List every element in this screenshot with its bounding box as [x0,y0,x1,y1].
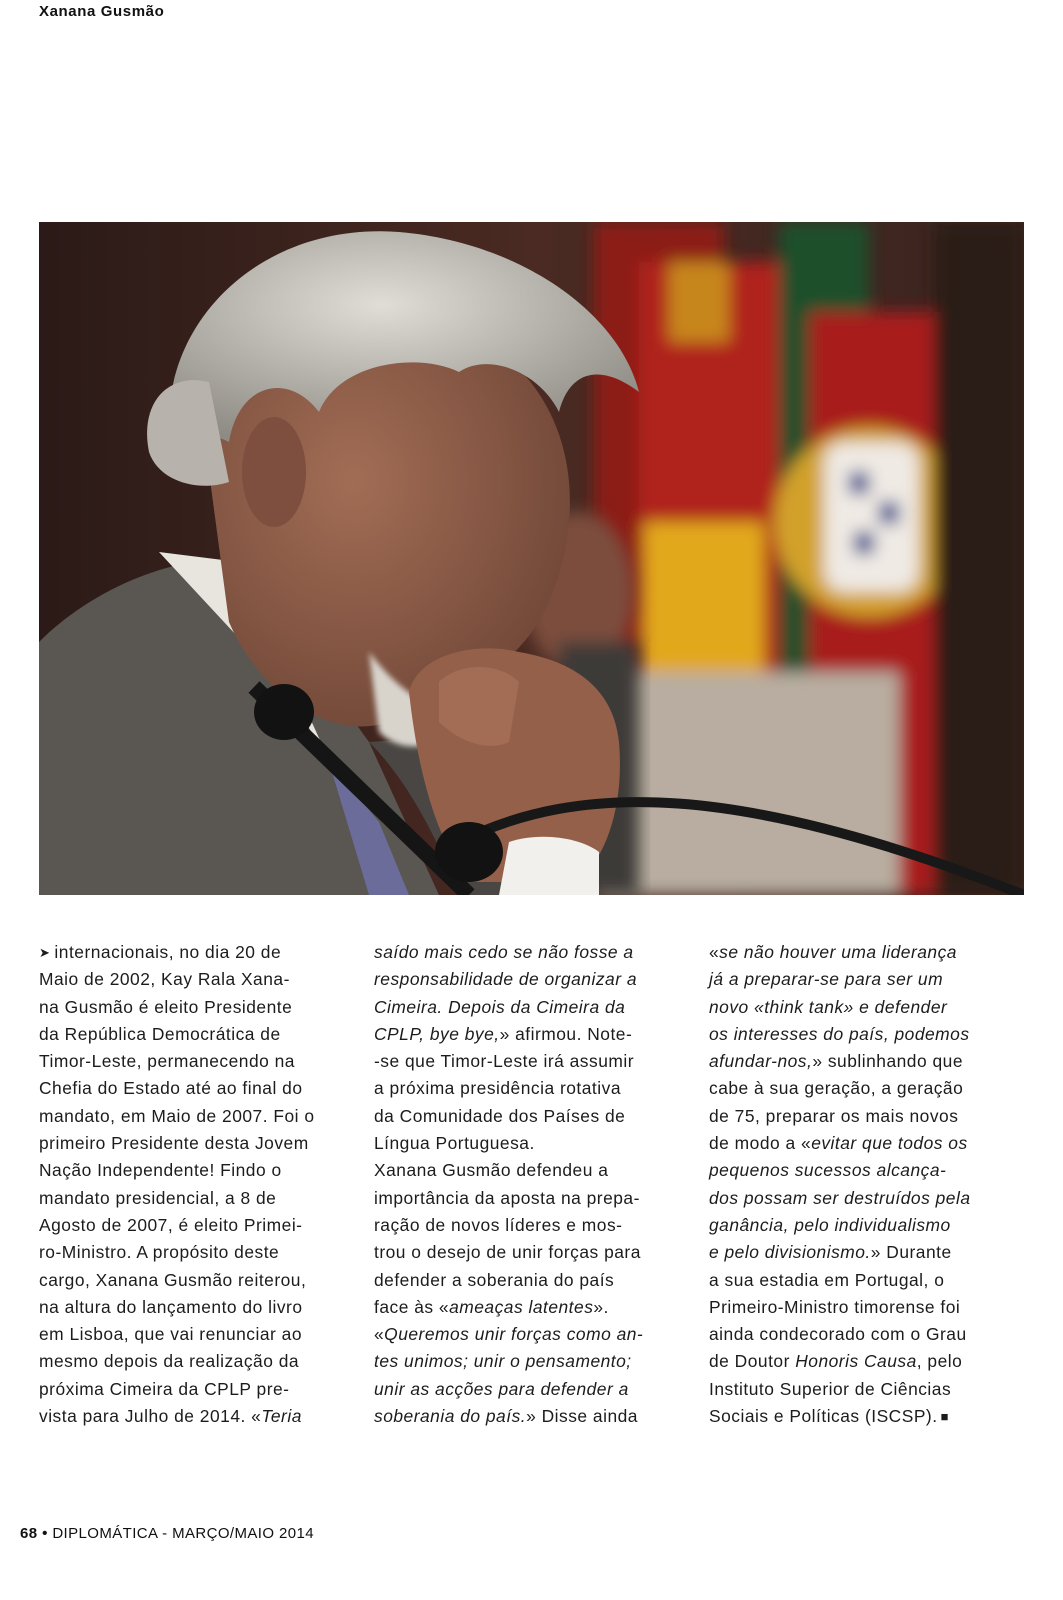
text-line [39,1239,357,1266]
text-segment: internacionais, no dia 20 de [54,942,282,962]
text-line [709,939,1027,966]
text-line [39,1294,357,1321]
text-segment: cargo, Xanana Gusmão reiterou, [39,1269,307,1290]
text-line [39,1048,357,1075]
text-line [709,1075,1027,1102]
publication-name: DIPLOMÁTICA - MARÇO/MAIO 2014 [52,1525,314,1542]
text-line [709,1321,1027,1348]
italic-text: tes unimos; unir o pensamento; [374,1351,632,1372]
italic-text: ganância, pelo individualismo [709,1214,951,1235]
running-title: Xanana Gusmão [39,3,165,20]
text-line [39,994,357,1021]
italic-text: já a preparar-se para ser um [709,969,944,990]
text-line [39,1212,357,1239]
text-line [709,1239,1027,1266]
text-line [374,1130,692,1157]
text-line [374,1075,692,1102]
text-line [374,994,692,1021]
italic-text: novo «think tank» e defender [709,996,948,1017]
text-segment: próxima Cimeira da CPLP pre- [39,1378,290,1399]
text-segment: defender a soberania do país [374,1269,615,1290]
text-line [39,1267,357,1294]
text-segment: Instituto Superior de Ciências [709,1378,952,1399]
article-column-3 [709,939,1027,1430]
text-line [374,1185,692,1212]
text-line [374,1212,692,1239]
italic-text: dos possam ser destruídos pela [709,1187,971,1208]
text-line [39,1130,357,1157]
italic-text: Queremos unir forças como an- [384,1324,644,1345]
text-segment: ro-Ministro. A propósito deste [39,1242,280,1263]
text-line [374,1267,692,1294]
article-column-2 [374,939,692,1430]
text-line [39,1348,357,1375]
text-segment: da República Democrática de [39,1023,281,1044]
italic-text: Teria [261,1406,302,1427]
text-line [39,966,357,993]
italic-text: pequenos sucessos alcança- [709,1160,947,1181]
text-segment: » Durante [870,1242,952,1263]
italic-text: Cimeira. Depois da Cimeira da [374,996,626,1017]
text-segment: na Gusmão é eleito Presidente [39,996,293,1017]
text-line [39,939,357,966]
text-segment: Nação Independente! Findo o [39,1160,282,1181]
text-segment: primeiro Presidente desta Jovem [39,1133,309,1154]
italic-text: Honoris Causa [795,1351,917,1372]
text-segment: Agosto de 2007, é eleito Primei- [39,1214,303,1235]
text-segment: a próxima presidência rotativa [374,1078,621,1099]
text-line [709,994,1027,1021]
page-footer [20,1525,314,1542]
text-line [709,1403,1027,1430]
text-line [374,1021,692,1048]
text-line [39,1321,357,1348]
text-line [374,1294,692,1321]
text-line [374,1321,692,1348]
text-line [39,1021,357,1048]
text-segment: a sua estadia em Portugal, o [709,1269,945,1290]
text-line [709,966,1027,993]
text-line [374,1239,692,1266]
text-line [374,1157,692,1184]
text-line [709,1130,1027,1157]
text-line [374,939,692,966]
page-number: 68 [20,1525,38,1542]
text-segment: « [374,1324,385,1345]
text-line [709,1267,1027,1294]
text-segment: » Disse ainda [526,1406,638,1427]
italic-text: se não houver uma liderança [719,942,957,962]
text-segment: ». [593,1296,609,1317]
text-segment: da Comunidade dos Países de [374,1105,626,1126]
italic-text: e pelo divisionismo. [709,1242,871,1263]
text-segment: « [709,942,720,962]
article-column-1 [39,939,357,1430]
italic-text: evitar que todos os [811,1133,968,1154]
text-line [374,1376,692,1403]
text-segment: Língua Portuguesa. [374,1133,535,1154]
text-segment: » sublinhando que [812,1051,963,1072]
italic-text: unir as acções para defender a [374,1378,629,1399]
text-line [709,1103,1027,1130]
text-line [39,1103,357,1130]
footer-separator: • [42,1525,48,1542]
text-segment: » afirmou. Note- [499,1023,633,1044]
text-segment: , pelo [916,1351,963,1372]
text-segment: na altura do lançamento do livro [39,1296,303,1317]
text-segment: Sociais e Políticas (ISCSP). [709,1406,938,1427]
continuation-arrow-icon: ➤ [39,945,51,960]
italic-text: saído mais cedo se não fosse a [374,942,634,962]
text-line [39,1075,357,1102]
text-line [374,1348,692,1375]
text-segment: -se que Timor-Leste irá assumir [374,1051,635,1072]
text-line [709,1348,1027,1375]
text-line [39,1376,357,1403]
text-segment: importância da aposta na prepa- [374,1187,640,1208]
text-segment: Timor-Leste, permanecendo na [39,1051,295,1072]
text-line [374,1103,692,1130]
text-segment: face às « [374,1296,450,1317]
text-segment: de 75, preparar os mais novos [709,1105,959,1126]
italic-text: ameaças latentes [449,1296,594,1317]
italic-text: CPLP, bye bye, [374,1023,500,1044]
text-line [709,1294,1027,1321]
text-segment: Primeiro-Ministro timorense foi [709,1296,961,1317]
italic-text: os interesses do país, podemos [709,1023,970,1044]
text-segment: Xanana Gusmão defendeu a [374,1160,609,1181]
text-segment: ainda condecorado com o Grau [709,1324,967,1345]
text-line [709,1048,1027,1075]
text-segment: vista para Julho de 2014. « [39,1406,262,1427]
text-line [374,1403,692,1430]
italic-text: soberania do país. [374,1406,527,1427]
text-segment: de Doutor [709,1351,796,1372]
article-photo [39,222,1024,895]
text-line [374,1048,692,1075]
text-segment: cabe à sua geração, a geração [709,1078,964,1099]
text-line [39,1185,357,1212]
text-line [39,1157,357,1184]
text-segment: mandato presidencial, a 8 de [39,1187,277,1208]
text-segment: mesmo depois da realização da [39,1351,300,1372]
text-segment: Maio de 2002, Kay Rala Xana- [39,969,290,990]
text-line [39,1403,357,1430]
text-segment: trou o desejo de unir forças para [374,1242,641,1263]
text-segment: mandato, em Maio de 2007. Foi o [39,1105,315,1126]
text-segment: ração de novos líderes e mos- [374,1214,623,1235]
text-line [709,1021,1027,1048]
italic-text: responsabilidade de organizar a [374,969,638,990]
text-segment: em Lisboa, que vai renunciar ao [39,1324,302,1345]
portrait-illustration [39,222,1024,895]
text-line [709,1185,1027,1212]
text-segment: Chefia do Estado até ao final do [39,1078,303,1099]
text-line [374,966,692,993]
end-of-article-icon: ■ [940,1409,949,1425]
text-line [709,1212,1027,1239]
italic-text: afundar-nos, [709,1051,813,1072]
text-line [709,1376,1027,1403]
text-line [709,1157,1027,1184]
text-segment: de modo a « [709,1133,812,1154]
